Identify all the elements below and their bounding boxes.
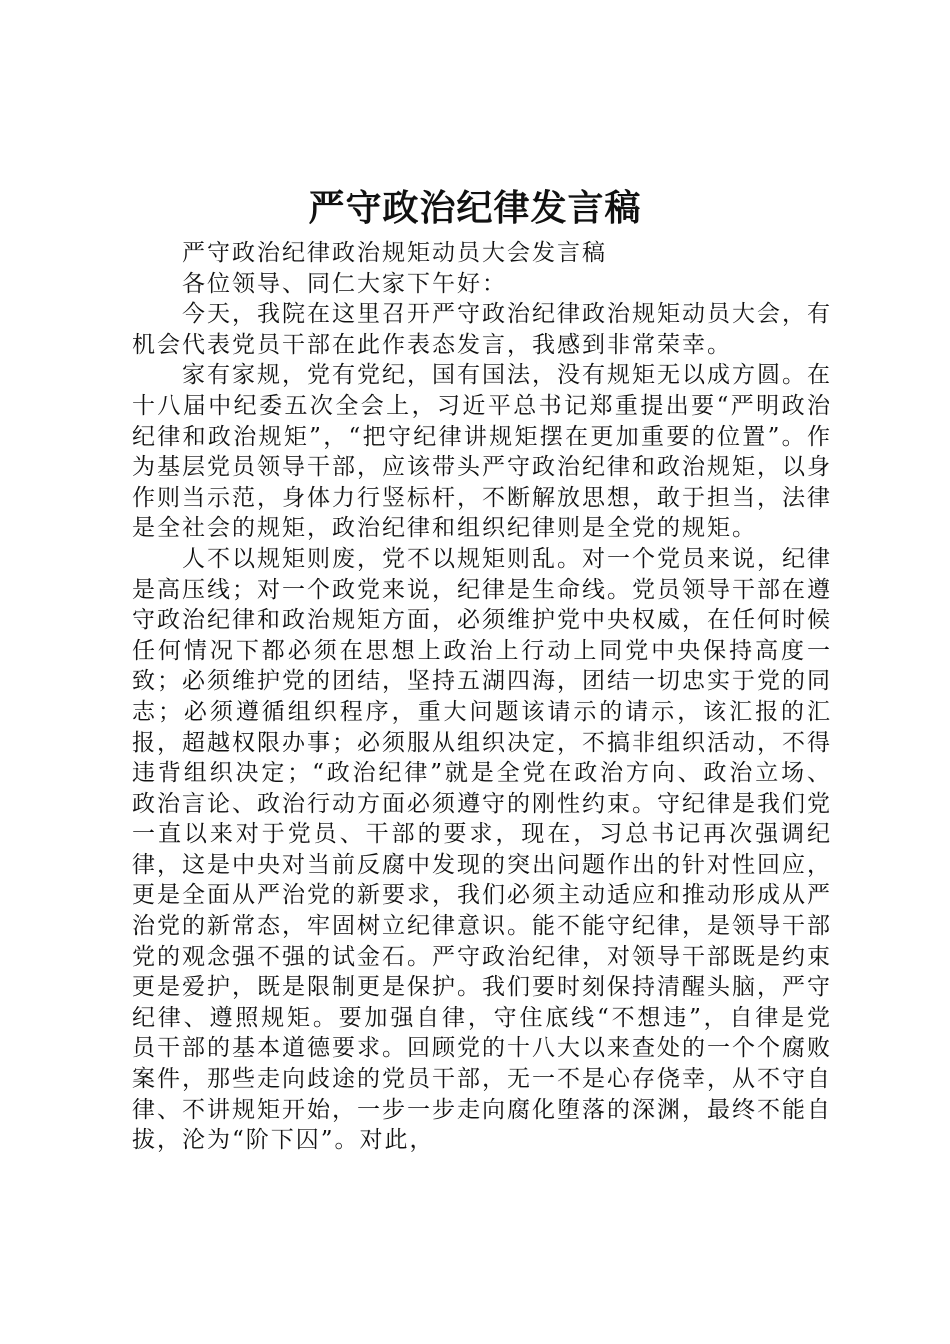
- opening-paragraph: 今天，我院在这里召开严守政治纪律政治规矩动员大会，有机会代表党员干部在此作表态发言，我感到非常荣幸。: [132, 301, 832, 358]
- document-title: 严守政治纪律发言稿: [308, 187, 642, 229]
- subtitle-paragraph: 严守政治纪律政治规矩动员大会发言稿: [182, 240, 607, 266]
- body-paragraph: 人不以规矩则废，党不以规矩则乱。对一个党员来说，纪律是高压线；对一个政党来说，纪律是生命线。党员领导干部在遵守政治纪律和政治规矩方面，必须维护党中央权威，在任何时候任何情况下都必须在思想上政治上行动上同党中央保持高度一致；必须维护党的团结，坚持五湖四海，团结一切忠实于党的同志；必须遵循组织程序，重大问题该请示的请示，该汇报的汇报，超越权限办事；必须服从组织决定，不搞非组织活动，不得违背组织决定；“政治纪律”就是全党在政治方向、政治立场、政治言论、政治行动方面必须遵守的刚性约束。守纪律是我们党一直以来对于党员、干部的要求，现在，习总书记再次强调纪律，这是中央对当前反腐中发现的突出问题作出的针对性回应，更是全面从严治党的新要求，我们必须主动适应和推动形成从严治党的新常态，牢固树立纪律意识。能不能守纪律，是领导干部党的观念强不强的试金石。严守政治纪律，对领导干部既是约束更是爱护，既是限制更是保护。我们要时刻保持清醒头脑，严守纪律、遵照规矩。要加强自律，守住底线“不想违”，自律是党员干部的基本道德要求。回顾党的十八大以来查处的一个个腐败案件，那些走向歧途的党员干部，无一不是心存侥幸，从不守自律、不讲规矩开始，一步一步走向腐化堕落的深渊，最终不能自拔，沦为“阶下囚”。对此，: [132, 545, 832, 1154]
- document-body: [132, 238, 832, 1156]
- body-paragraph: 家有家规，党有党纪，国有国法，没有规矩无以成方圆。在十八届中纪委五次全会上，习近平总书记郑重提出要“严明政治纪律和政治规矩”，“把守纪律讲规矩摆在更加重要的位置”。作为基层党员领导干部，应该带头严守政治纪律和政治规矩，以身作则当示范，身体力行竖标杆，不断解放思想，敢于担当，法律是全社会的规矩，政治纪律和组织纪律则是全党的规矩。: [132, 362, 832, 542]
- greeting-paragraph: 各位领导、同仁大家下午好：: [182, 270, 507, 297]
